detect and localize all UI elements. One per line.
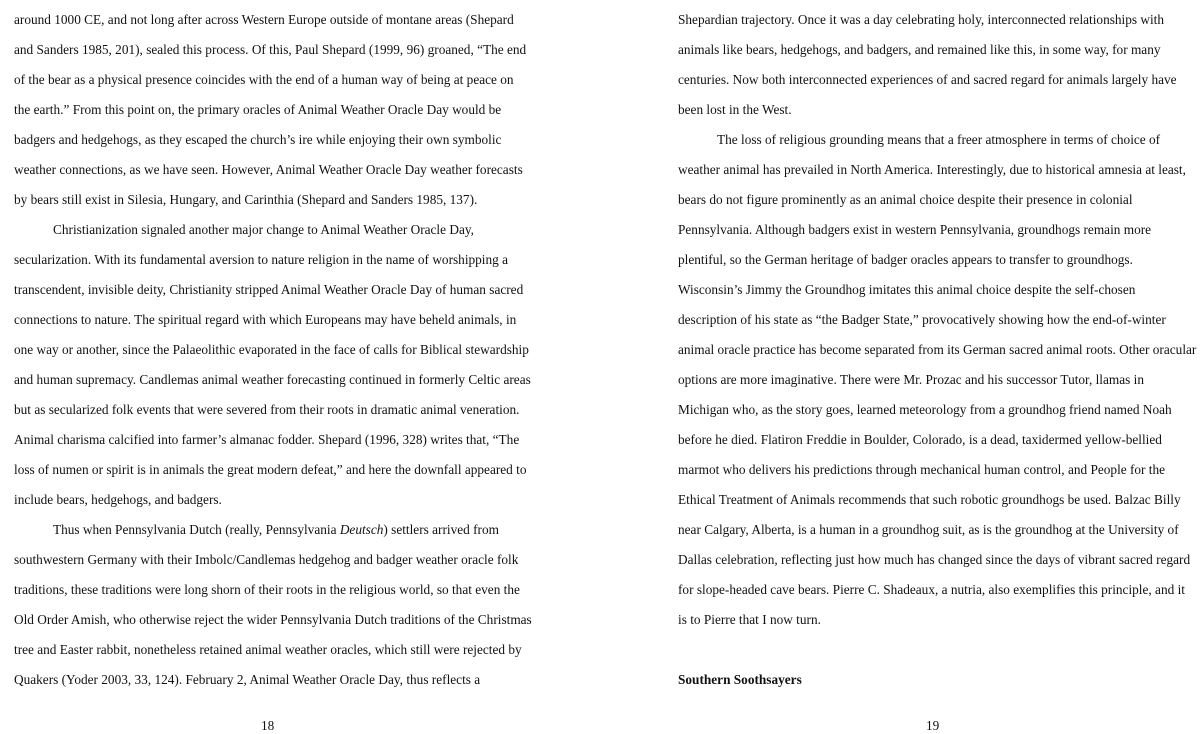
text-run: Thus when Pennsylvania Dutch (really, Pennsylvania	[53, 522, 340, 537]
body-line: for slope-headed cave bears. Pierre C. Shadeaux, a nutria, also exemplifies this principle, and it	[678, 582, 1185, 597]
body-line: animal oracle practice has become separated from its German sacred animal roots. Other oracular	[678, 342, 1197, 357]
body-line: weather connections, as we have seen. However, Animal Weather Oracle Day weather forecasts	[14, 162, 523, 177]
body-line: been lost in the West.	[678, 102, 792, 117]
body-line: Michigan who, as the story goes, learned meteorology from a groundhog friend named Noah	[678, 402, 1172, 417]
body-line: Ethical Treatment of Animals recommends that such robotic groundhogs be used. Balzac Billy	[678, 492, 1181, 507]
body-line: Shepardian trajectory. Once it was a day celebrating holy, interconnected relationships with	[678, 12, 1165, 27]
text-run: ) settlers arrived from	[383, 522, 499, 537]
body-line: and human supremacy. Candlemas animal weather forecasting continued in formerly Celtic areas	[14, 372, 531, 387]
page-number-left: 18	[261, 718, 275, 733]
body-line: Quakers (Yoder 2003, 33, 124). February 2, Animal Weather Oracle Day, thus reflects a	[14, 672, 481, 687]
body-line: centuries. Now both interconnected experiences of and sacred regard for animals largely have	[678, 72, 1177, 87]
body-line: Old Order Amish, who otherwise reject the wider Pennsylvania Dutch traditions of the Christmas	[14, 612, 532, 627]
body-line: but as secularized folk events that were severed from their roots in dramatic animal veneration.	[14, 402, 520, 417]
body-line: around 1000 CE, and not long after across Western Europe outside of montane areas (Shepard	[14, 12, 514, 27]
body-line: by bears still exist in Silesia, Hungary, and Carinthia (Shepard and Sanders 1985, 137).	[14, 192, 478, 207]
body-line: animals like bears, hedgehogs, and badgers, and remained like this, in some way, for many	[678, 42, 1161, 57]
section-heading: Southern Soothsayers	[678, 672, 802, 687]
page-number-right: 19	[926, 718, 940, 733]
body-line: southwestern Germany with their Imbolc/Candlemas hedgehog and badger weather oracle folk	[14, 552, 519, 567]
body-line: Dallas celebration, reflecting just how much has changed since the days of vibrant sacred regard	[678, 552, 1191, 567]
body-line: of the bear as a physical presence coincides with the end of a human way of being at peace on	[14, 72, 514, 87]
body-line: description of his state as “the Badger State,” provocatively showing how the end-of-winter	[678, 312, 1166, 327]
body-line: tree and Easter rabbit, nonetheless retained animal weather oracles, which still were rejected by	[14, 642, 522, 657]
body-line: is to Pierre that I now turn.	[678, 612, 821, 627]
paragraph-first-line: Christianization signaled another major change to Animal Weather Oracle Day,	[53, 222, 474, 237]
body-line: Animal charisma calcified into farmer’s almanac fodder. Shepard (1996, 328) writes that, “The	[14, 432, 520, 447]
body-line: options are more imaginative. There were Mr. Prozac and his successor Tutor, llamas in	[678, 372, 1144, 387]
body-line: plentiful, so the German heritage of badger oracles appears to transfer to groundhogs.	[678, 252, 1133, 267]
body-line: secularization. With its fundamental aversion to nature religion in the name of worshipping a	[14, 252, 509, 267]
body-line: Wisconsin’s Jimmy the Groundhog imitates this animal choice despite the self-chosen	[678, 282, 1136, 297]
body-line: before he died. Flatiron Freddie in Boulder, Colorado, is a dead, taxidermed yellow-bellied	[678, 432, 1162, 447]
body-line: traditions, these traditions were long shorn of their roots in the religious world, so that even the	[14, 582, 520, 597]
body-line: loss of numen or spirit is in animals the great modern defeat,” and here the downfall appeared to	[14, 462, 527, 477]
body-line: and Sanders 1985, 201), sealed this process. Of this, Paul Shepard (1999, 96) groaned, “The end	[14, 42, 527, 57]
body-line: transcendent, invisible deity, Christianity stripped Animal Weather Oracle Day of human sacred	[14, 282, 524, 297]
italic-term: Deutsch	[339, 522, 384, 537]
body-line: Pennsylvania. Although badgers exist in western Pennsylvania, groundhogs remain more	[678, 222, 1152, 237]
body-line: one way or another, since the Palaeolithic evaporated in the face of calls for Biblical stewardship	[14, 342, 529, 357]
body-line: near Calgary, Alberta, is a human in a groundhog suit, as is the groundhog at the University of	[678, 522, 1179, 537]
body-line: weather animal has prevailed in North America. Interestingly, due to historical amnesia at least,	[678, 162, 1186, 177]
body-line: include bears, hedgehogs, and badgers.	[14, 492, 222, 507]
body-line: connections to nature. The spiritual regard with which Europeans may have beheld animals, in	[14, 312, 517, 327]
body-line: the earth.” From this point on, the primary oracles of Animal Weather Oracle Day would be	[14, 102, 502, 117]
paragraph-first-line	[53, 522, 499, 538]
paragraph-first-line: The loss of religious grounding means that a freer atmosphere in terms of choice of	[717, 132, 1161, 147]
body-line: marmot who delivers his predictions through mechanical human control, and People for the	[678, 462, 1166, 477]
body-line: bears do not figure prominently as an animal choice despite their presence in colonial	[678, 192, 1133, 207]
body-line: badgers and hedgehogs, as they escaped the church’s ire while enjoying their own symbolic	[14, 132, 502, 147]
